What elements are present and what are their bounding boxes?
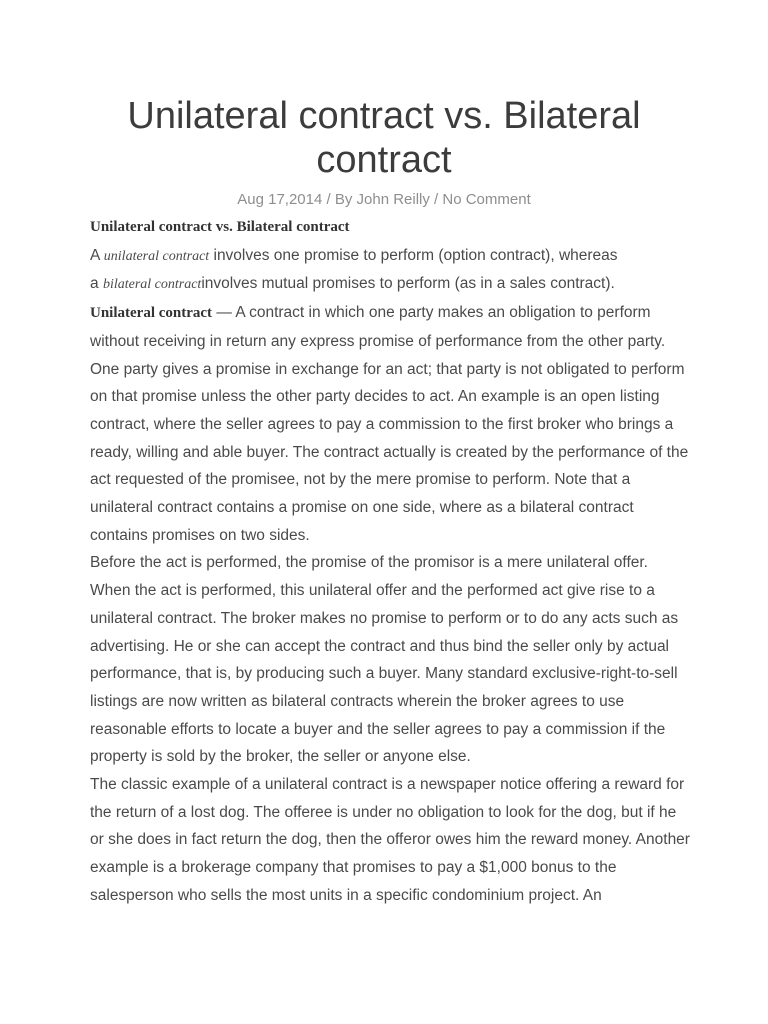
unilateral-term: unilateral contract	[103, 248, 210, 264]
article	[90, 94, 690, 910]
subheading	[90, 213, 690, 242]
bilateral-term: bilateral contract	[102, 277, 202, 293]
definition-dash: —	[212, 304, 236, 322]
intro-after-unilateral: involves one promise to perform (option contract), whereas	[209, 246, 618, 264]
intro-paragraph	[90, 242, 690, 299]
subheading-text: Unilateral contract vs. Bilateral contract	[90, 219, 350, 235]
paragraph-3: The classic example of a unilateral contract is a newspaper notice offering a reward for the return of a lost dog. The offeree is under no obligation to look for the dog, but if he or she does in fact return the dog, then the offeror owes him the reward money. Another example is a brokerage company that promises to pay a $1,000 bonus to the salesperson who sells the most units in a specific condominium project. An	[90, 776, 690, 904]
paragraph-2: Before the act is performed, the promise of the promisor is a mere unilateral offer. When the act is performed, this unilateral offer and the performed act give rise to a unilateral contract. The broker makes no promise to perform or to do any acts such as advertising. He or she can accept the contract and thus bind the seller only by actual performance, that is, by producing such a buyer. Many standard exclusive-right-to-sell listings are now written as bilateral contracts wherein the broker agrees to use reasonable efforts to locate a buyer and the seller agrees to pay a commission if the property is sold by the broker, the seller or anyone else.	[90, 554, 679, 766]
definition-text: A contract in which one party makes an obligation to perform without receiving in return any express promise of performance from the other party. One party gives a promise in exchange for an act; that party is not obligated to perform on that promise unless the other party decides to act. An example is an open listing contract, where the seller agrees to pay a commission to the first broker who brings a ready, willing and able buyer. The contract actually is created by the performance of the act requested of the promisee, not by the mere promise to perform. Note that a unilateral contract contains a promise on one side, where as a bilateral contract contains promises on two sides.	[90, 304, 689, 544]
article-meta: Aug 17,2014 / By John Reilly / No Comment	[237, 191, 531, 208]
intro-a2: a	[90, 275, 103, 293]
definition-term: Unilateral contract	[90, 305, 213, 322]
definition-paragraph	[90, 299, 690, 549]
intro-a: A	[90, 246, 104, 264]
intro-after-bilateral: involves mutual promises to perform (as in a sales contract).	[201, 275, 615, 293]
article-body	[90, 213, 690, 910]
article-title: Unilateral contract vs. Bilateral contract	[127, 95, 641, 181]
